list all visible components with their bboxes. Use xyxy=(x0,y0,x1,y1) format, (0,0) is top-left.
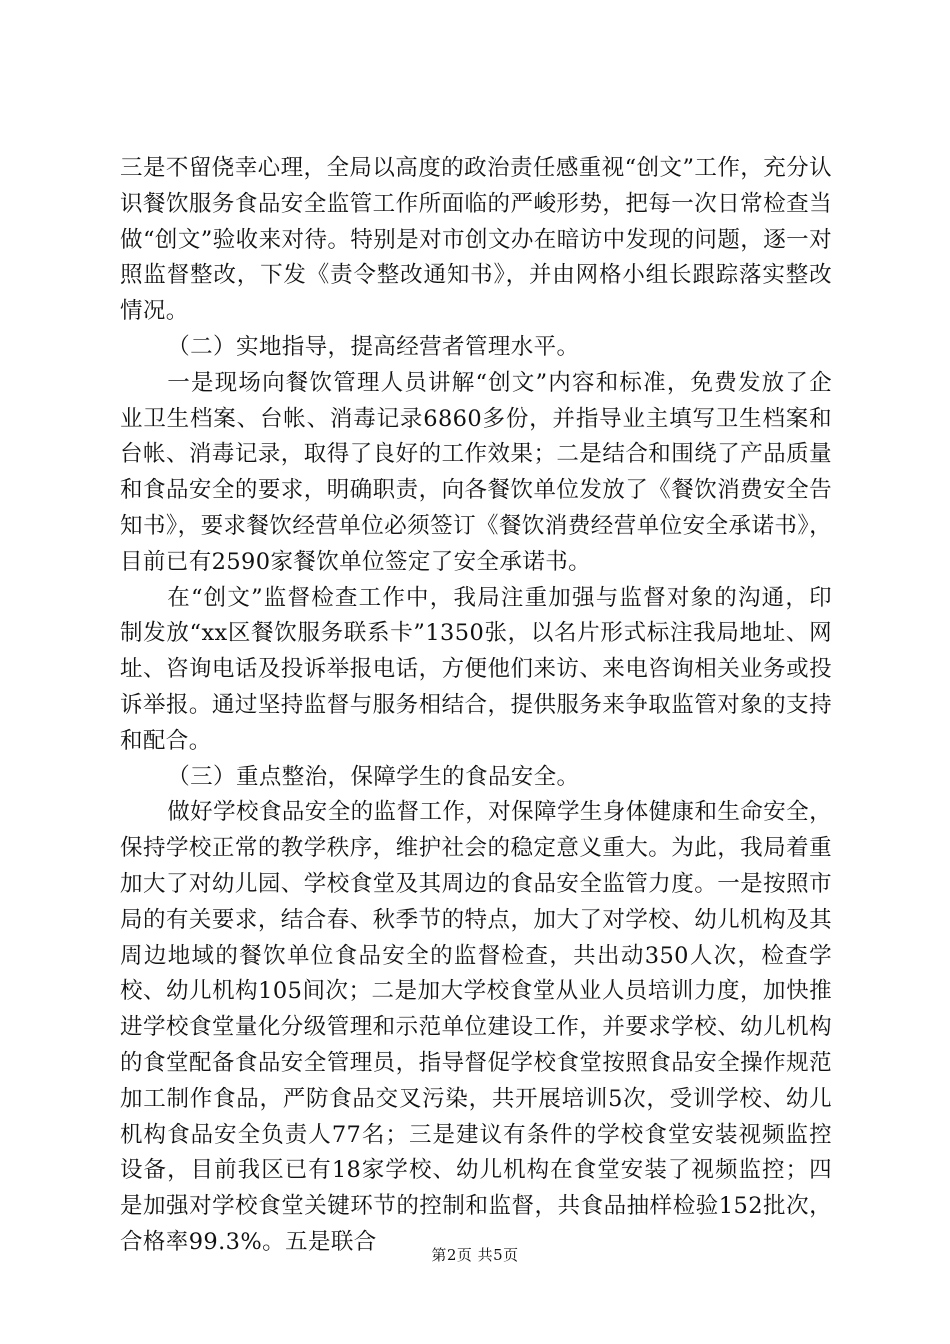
paragraph-safety-attitude: 三是不留侥幸心理，全局以高度的政治责任感重视“创文”工作，充分认识餐饮服务食品安全监管工作所面临的严峻形势，把每一次日常检查当做“创文”验收来对待。特别是对市创文办在暗访中发现的问题，逐一对照监督整改，下发《责令整改通知书》，并由网格小组长跟踪落实整改情况。 xyxy=(120,155,832,325)
paragraph-school-safety: 做好学校食品安全的监督工作，对保障学生身体健康和生命安全，保持学校正常的教学秩序，维护社会的稳定意义重大。为此，我局着重加大了对幼儿园、学校食堂及其周边的食品安全监管力度。一是按照市局的有关要求，结合春、秋季节的特点，加大了对学校、幼儿机构及其周边地域的餐饮单位食品安全的监督检查，共出动350人次，检查学校、幼儿机构105间次；二是加大学校食堂从业人员培训力度，加快推进学校食堂量化分级管理和示范单位建设工作，并要求学校、幼儿机构的食堂配备食品安全管理员，指导督促学校食堂按照食品安全操作规范加工制作食品，严防食品交叉污染，共开展培训5次，受训学校、幼儿机构食品安全负责人77名；三是建议有条件的学校食堂安装视频监控设备，目前我区已有18家学校、幼儿机构在食堂安装了视频监控；四是加强对学校食堂关键环节的控制和监督，共食品抽样检验152批次，合格率99.3%。五是联合 xyxy=(120,799,832,1255)
section-heading-guidance: （二）实地指导，提高经营者管理水平。 xyxy=(167,333,580,360)
document-body xyxy=(120,151,832,1261)
paragraph-onsite-guidance: 一是现场向餐饮管理人员讲解“创文”内容和标准，免费发放了企业卫生档案、台帐、消毒记录6860多份，并指导业主填写卫生档案和台帐、消毒记录，取得了良好的工作效果；二是结合和围绕了产品质量和食品安全的要求，明确职责，向各餐饮单位发放了《餐饮消费安全告知书》，要求餐饮经营单位必须签订《餐饮消费经营单位安全承诺书》，目前已有2590家餐饮单位签定了安全承诺书。 xyxy=(120,369,832,575)
section-heading-school-safety: （三）重点整治，保障学生的食品安全。 xyxy=(167,763,580,790)
paragraph-communication: 在“创文”监督检查工作中，我局注重加强与监督对象的沟通，印制发放“xx区餐饮服务联系卡”1350张，以名片形式标注我局地址、网址、咨询电话及投诉举报电话，方便他们来访、来电咨询相关业务或投诉举报。通过坚持监督与服务相结合，提供服务来争取监管对象的支持和配合。 xyxy=(120,584,832,754)
page-number-footer: 第2页 共5页 xyxy=(431,1246,519,1264)
